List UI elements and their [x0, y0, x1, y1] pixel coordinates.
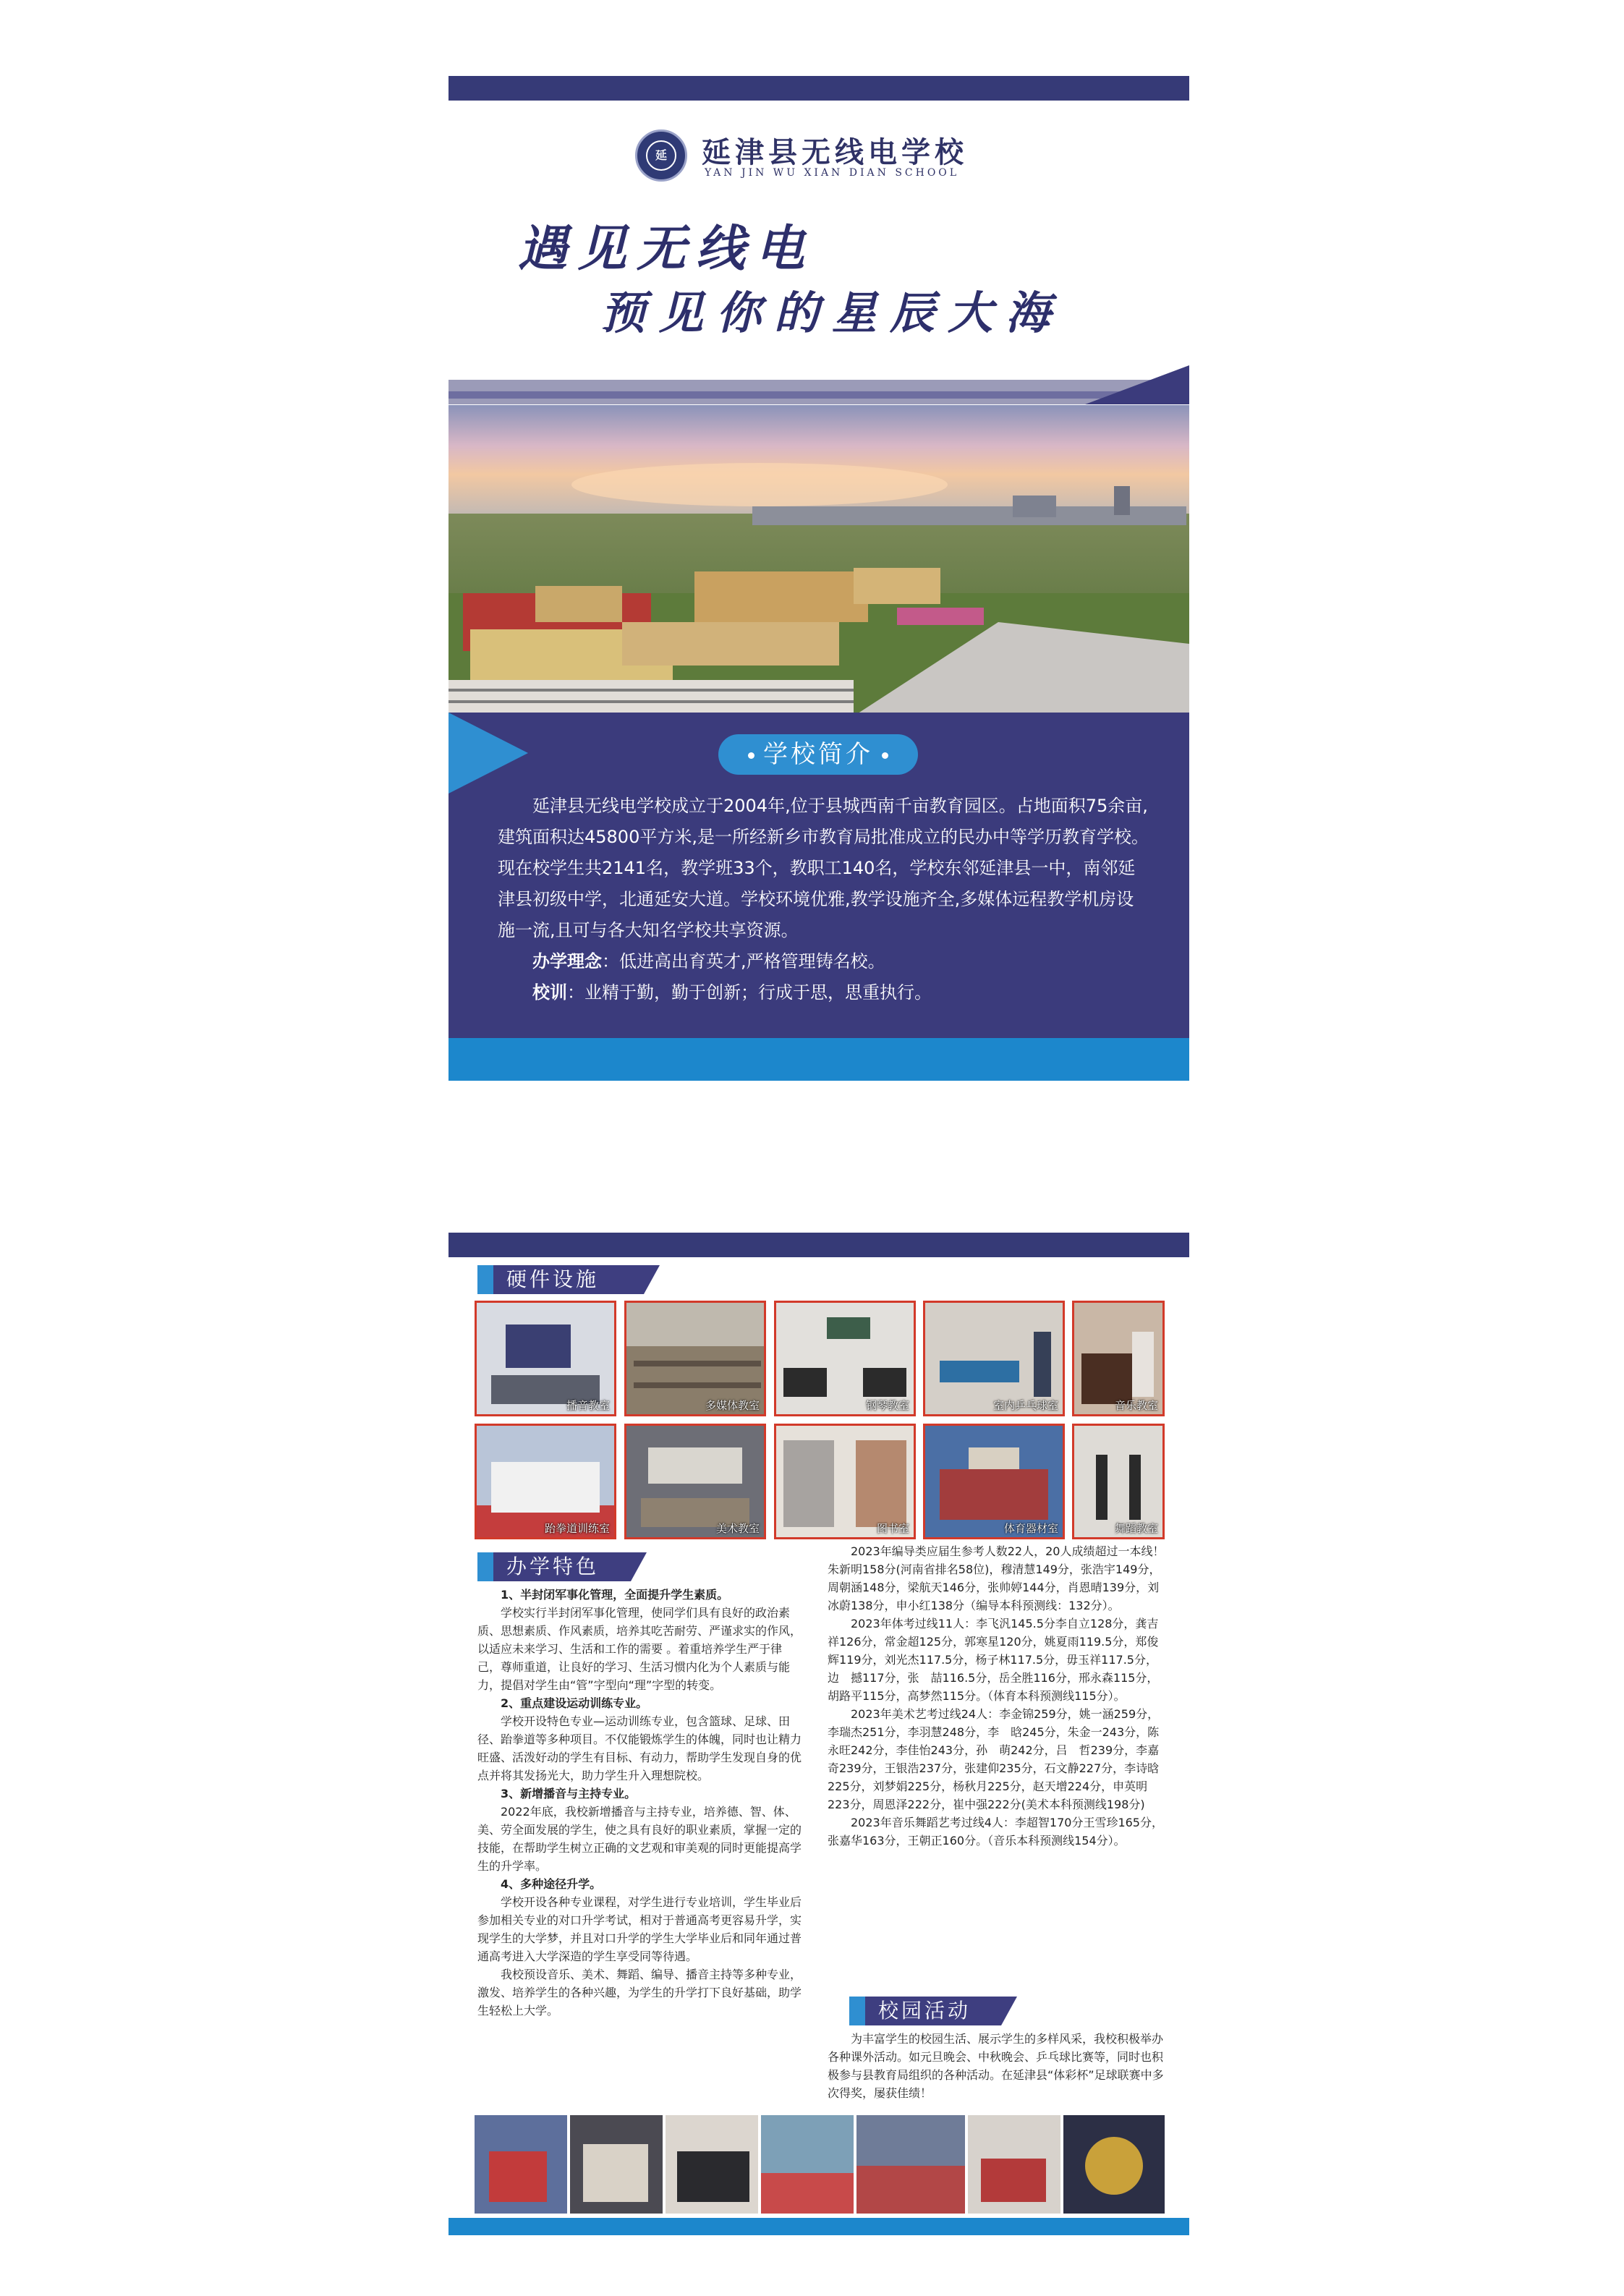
feature-heading-text: 4、多种途径升学。 [501, 1877, 602, 1891]
feature-heading [477, 1875, 803, 1893]
slogan-line-1: 遇见无线电 [518, 220, 815, 278]
dot-icon [748, 752, 754, 759]
feature-heading [477, 1586, 803, 1604]
photo-broadcast-room [475, 1301, 616, 1416]
room-label: 音乐教室 [1114, 1399, 1158, 1412]
decorative-stripe [448, 365, 1189, 407]
activity-photo-strip [475, 2115, 1165, 2214]
top-navy-bar [448, 76, 1189, 101]
intro-title-badge [718, 734, 918, 775]
intro-title: 学校简介 [763, 740, 873, 769]
result-paragraph: 2023年美术艺考过线24人：李金锦259分，姚一涵259分，李瑞杰251分，李羽慧248分，李 晗245分，朱金一243分，陈永旺242分，李佳怡243分，孙 萌242分，吕 哲239分，李嘉奇239分，王银浩237分，张建仰235分，石文静227分，李诗晗225分，刘梦娟225分，杨秋月225分，赵天增224分，申英明223分，周恩泽222分，崔中强222分(美术本科预测线198分) [828, 1707, 1160, 1811]
room-label: 室内乒乓球室 [992, 1399, 1058, 1412]
feature-body: 学校实行半封闭军事化管理，使同学们具有良好的政治素质、思想素质、作风素质，培养其吃苦耐劳、严谨求实的作风，以适应未来学习、生活和工作的需要 。着重培养学生严于律己，尊师重道，让良好的学习、生活习惯内化为个人素质与能力，提倡对学生由“管”字型向“理”字型的转变。 [477, 1606, 802, 1692]
photo-piano-room [774, 1301, 916, 1416]
room-label: 体育器材室 [1003, 1522, 1058, 1535]
bottom-blue-bar [448, 2218, 1189, 2235]
features-section-tag: 办学特色 [477, 1552, 631, 1581]
school-intro-section [448, 713, 1189, 1038]
activities-body: 为丰富学生的校园生活、展示学生的多样风采，我校积极举办各种课外活动。如元旦晚会、中秋晚会、乒乓球比赛等，同时也积极参与县教育局组织的各种活动。在延津县“体彩杯”足球联赛中多次得奖，屡获佳绩！ [828, 2032, 1164, 2100]
activities-section-tag: 校园活动 [849, 1997, 1001, 2025]
room-label: 跆拳道训练室 [544, 1522, 610, 1535]
room-label: 钢琴教室 [865, 1399, 909, 1412]
intro-paragraph: 延津县无线电学校成立于2004年,位于县城西南千亩教育园区。占地面积75余亩,建筑面积达45800平方米,是一所经新乡市教育局批准成立的民办中等学历教育学校。现在校学生共2141名，教学班33个，教职工140名，学校东邻延津县一中，南邻延津县初级中学，北通延安大道。学校环境优雅,教学设施齐全,多媒体远程教学机房设施一流,且可与各大知名学校共享资源。 [498, 796, 1149, 940]
philosophy-label: 办学理念 [532, 951, 602, 971]
exam-results-column [828, 1542, 1168, 1850]
room-label: 图书室 [876, 1522, 909, 1535]
school-logo [635, 127, 1011, 184]
philosophy-text: ：低进高出育英才,严格管理铸名校。 [602, 951, 885, 971]
photo-multimedia-room [624, 1301, 766, 1416]
motto-label: 校训 [532, 982, 567, 1003]
campus-aerial-photo [448, 405, 1189, 716]
motto-text: ：业精于勤，勤于创新；行成于思，思重执行。 [567, 982, 932, 1003]
school-name-en: YAN JIN WU XIAN DIAN SCHOOL [705, 167, 960, 179]
hardware-section-tag: 硬件设施 [477, 1265, 644, 1294]
photo-dance-room [1072, 1424, 1165, 1539]
room-label: 美术教室 [715, 1522, 760, 1535]
feature-body: 我校预设音乐、美术、舞蹈、编导、播音主持等多种专业，激发、培养学生的各种兴趣，为学生的升学打下良好基础，助学生轻松上大学。 [477, 1968, 802, 2017]
result-paragraph: 2023年编导类应届生参考人数22人，20人成绩超过一本线！朱新明158分(河南省排名58位)，穆清慧149分，张浩宇149分，周朝涵148分，梁航天146分，张帅婷144分，肖恩晴139分，刘冰蔚138分，申小红138分（编导本科预测线：132分）。 [828, 1544, 1165, 1612]
result-paragraph: 2023年体考过线11人：李飞汎145.5分李自立128分，龚吉祥126分，常金超125分，郭寒星120分，姚夏雨119.5分，郑俊辉119分，刘光杰117.5分，杨子林117.5分，毋玉祥117.5分，边 撼117分，张 喆116.5分，岳全胜116分，邢永森115分，胡路平115分，高梦然115分。（体育本科预测线115分）。 [828, 1617, 1159, 1703]
feature-body: 学校开设特色专业—运动训练专业，包含篮球、足球、田径、跆拳道等多种项目。不仅能锻炼学生的体魄，同时也让精力旺盛、活泼好动的学生有目标、有动力，帮助学生发现自身的优点并将其发扬光大，助力学生升入理想院校。 [477, 1714, 802, 1782]
photo-pingpong-room [923, 1301, 1065, 1416]
room-label: 多媒体教室 [705, 1399, 760, 1412]
slogan-line-2: 预见你的星辰大海 [600, 286, 1064, 339]
feature-heading-text: 3、新增播音与主持专业。 [501, 1787, 637, 1800]
brochure-inner-page [448, 1233, 1189, 2235]
room-label: 播音教室 [566, 1399, 610, 1412]
photo-library [774, 1424, 916, 1539]
top-navy-bar [448, 1233, 1189, 1257]
feature-heading-text: 1、半封闭军事化管理，全面提升学生素质。 [501, 1588, 729, 1602]
feature-heading [477, 1785, 803, 1803]
feature-body: 学校开设各种专业课程，对学生进行专业培训，学生毕业后参加相关专业的对口升学考试，相对于普通高考更容易升学，实现学生的大学梦，并且对口升学的学生大学毕业后和同年通过普通高考进入大学深造的学生享受同等待遇。 [477, 1895, 802, 1963]
philosophy-line [498, 946, 1149, 977]
result-paragraph: 2023年音乐舞蹈艺考过线4人：李超智170分王雪珍165分，张嘉华163分，王朝正160分。（音乐本科预测线154分）。 [828, 1816, 1163, 1848]
dot-icon [882, 752, 888, 759]
photo-art-room [624, 1424, 766, 1539]
school-name-cn: 延津县无线电学校 [702, 135, 968, 169]
room-label: 舞蹈教室 [1114, 1522, 1158, 1535]
seal-letter: 延 [646, 140, 676, 171]
feature-body: 2022年底，我校新增播音与主持专业，培养德、智、体、美、劳全面发展的学生，使之具有良好的职业素质，掌握一定的技能，在帮助学生树立正确的文艺观和审美观的同时更能提高学生的升学率。 [477, 1805, 802, 1873]
school-seal-icon [635, 129, 687, 182]
brochure-cover-page [448, 76, 1189, 1081]
features-column [477, 1586, 803, 2020]
photo-music-room [1072, 1301, 1165, 1416]
photo-sports-equipment-room [923, 1424, 1065, 1539]
activities-text [828, 2030, 1168, 2102]
intro-arrow-decoration [448, 713, 528, 794]
photo-taekwondo-room [475, 1424, 616, 1539]
intro-body [498, 791, 1149, 1008]
bottom-blue-bar [448, 1038, 1189, 1081]
motto-line [498, 977, 1149, 1008]
feature-heading [477, 1694, 803, 1712]
feature-heading-text: 2、重点建设运动训练专业。 [501, 1696, 648, 1710]
